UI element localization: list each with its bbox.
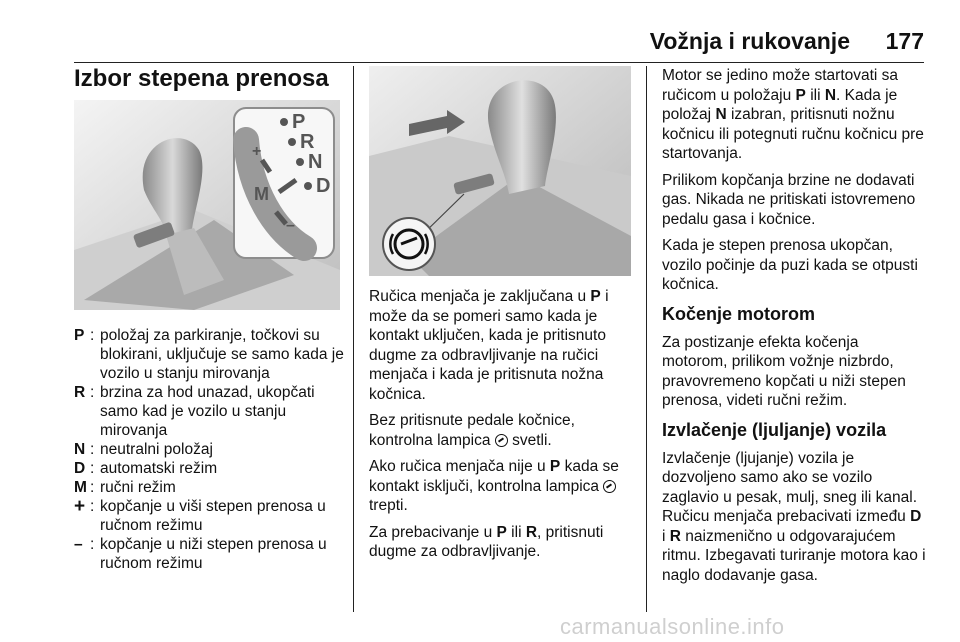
label-plus: + [252, 143, 262, 160]
label-d: D [316, 175, 331, 197]
paragraph: Kada je stepen prenosa ukopčan, vozilo počinje da puzi kada se otpusti kočnica. [662, 237, 918, 293]
right-column [662, 66, 928, 592]
paragraph: Izvlačenje (ljujanje) vozila je dozvoljeno samo ako se vozilo zaglavio u pesak, mulj, sneg ili kanal. Ručicu menjača prebacivati između D i R naizmenično u odgovarajućem ritmu. Izbegavati turiranje motora kao i naglo dodavanje gasa. [662, 449, 926, 584]
definition-row: P : položaj za parkiranje, točkovi su blokirani, uključuje se samo kada je vozilo u stanju mirovanja [74, 327, 344, 382]
definition-row: M : ručni režim [74, 478, 344, 497]
definition-key: R [74, 384, 86, 401]
definition-row: N : neutralni položaj [74, 440, 344, 459]
definition-row: D : automatski režim [74, 459, 344, 478]
brake-lamp-icon [495, 434, 508, 447]
subheading-engine-braking: Kočenje motorom [662, 303, 816, 324]
lever-lock-illustration [369, 66, 631, 276]
paragraph: Ručica menjača je zaključana u P i može da se pomeri samo kada je kontakt uključen, kada je pritisnuto dugme za odbravljivanje na ručici menjača i kada je pritisnuta nožna kočnica. [369, 288, 609, 403]
definition-text: brzina za hod unazad, ukopčati samo kad je vozilo u stanju mirovanja [100, 384, 315, 439]
header-title: Vožnja i rukovanje [649, 28, 850, 54]
section-title: Izbor stepena prenosa [74, 65, 329, 92]
label-minus: – [286, 217, 295, 234]
subheading-rocking-vehicle: Izvlačenje (ljuljanje) vozila [662, 419, 887, 440]
paragraph: Prilikom kopčanja brzine ne dodavati gas. Nikada ne pritiskati istovremeno pedalu gasa i kočnice. [662, 171, 916, 228]
definition-key: M [74, 479, 87, 496]
definition-key: P [74, 327, 85, 344]
definition-text: ručni režim [100, 479, 176, 496]
gear-lever-figure [74, 100, 340, 310]
definition-text: kopčanje u viši stepen prenosa u ručnom režimu [100, 498, 326, 534]
gear-definitions [74, 326, 344, 573]
label-m: M [254, 184, 269, 204]
paragraph: Za postizanje efekta kočenja motorom, prilikom vožnje nizbrdo, pravovremeno kopčati u niži stepen prenosa, videti ručni režim. [662, 333, 906, 409]
lever-lock-figure [369, 66, 631, 276]
definition-text: neutralni položaj [100, 441, 213, 458]
page-header [0, 22, 960, 62]
paragraph: Bez pritisnute pedale kočnice, kontrolna lampica svetli. [369, 412, 575, 449]
definition-text: kopčanje u niži stepen prenosa u ručnom režimu [100, 536, 327, 572]
definition-key: – [74, 536, 83, 553]
middle-column [369, 287, 637, 569]
paragraph: Za prebacivanje u P ili R, pritisnuti dugme za odbravljivanje. [369, 523, 604, 560]
gear-lever-illustration [74, 100, 340, 310]
definition-row: + : kopčanje u viši stepen prenosa u ručnom režimu [74, 497, 344, 535]
label-r: R [300, 131, 315, 153]
header-rule [74, 62, 924, 63]
definition-key: D [74, 460, 86, 477]
watermark: carmanualsonline.info [560, 614, 785, 639]
label-p: P [292, 111, 306, 133]
definition-text: automatski režim [100, 460, 218, 477]
definition-row: R : brzina za hod unazad, ukopčati samo kad je vozilo u stanju mirovanja [74, 383, 344, 440]
definition-text: položaj za parkiranje, točkovi su blokirani, uključuje se samo kada je vozilo u stanju mirovanja [100, 327, 344, 382]
column-divider-2 [646, 66, 647, 612]
brake-lamp-icon [603, 480, 616, 493]
definition-key: + [74, 496, 86, 517]
label-n: N [308, 151, 323, 173]
definition-row: – : kopčanje u niži stepen prenosa u ručnom režimu [74, 535, 344, 573]
paragraph: Ako ručica menjača nije u P kada se kontakt isključi, kontrolna lampica trepti. [369, 458, 619, 514]
column-divider-1 [353, 66, 354, 612]
definition-key: N [74, 441, 86, 458]
paragraph: Motor se jedino može startovati sa ručicom u položaju P ili N. Kada je položaj N izabran, pritisnuti nožnu kočnicu ili potegnuti ručnu kočnicu pre startovanja. [662, 67, 924, 162]
page-number: 177 [885, 28, 924, 54]
